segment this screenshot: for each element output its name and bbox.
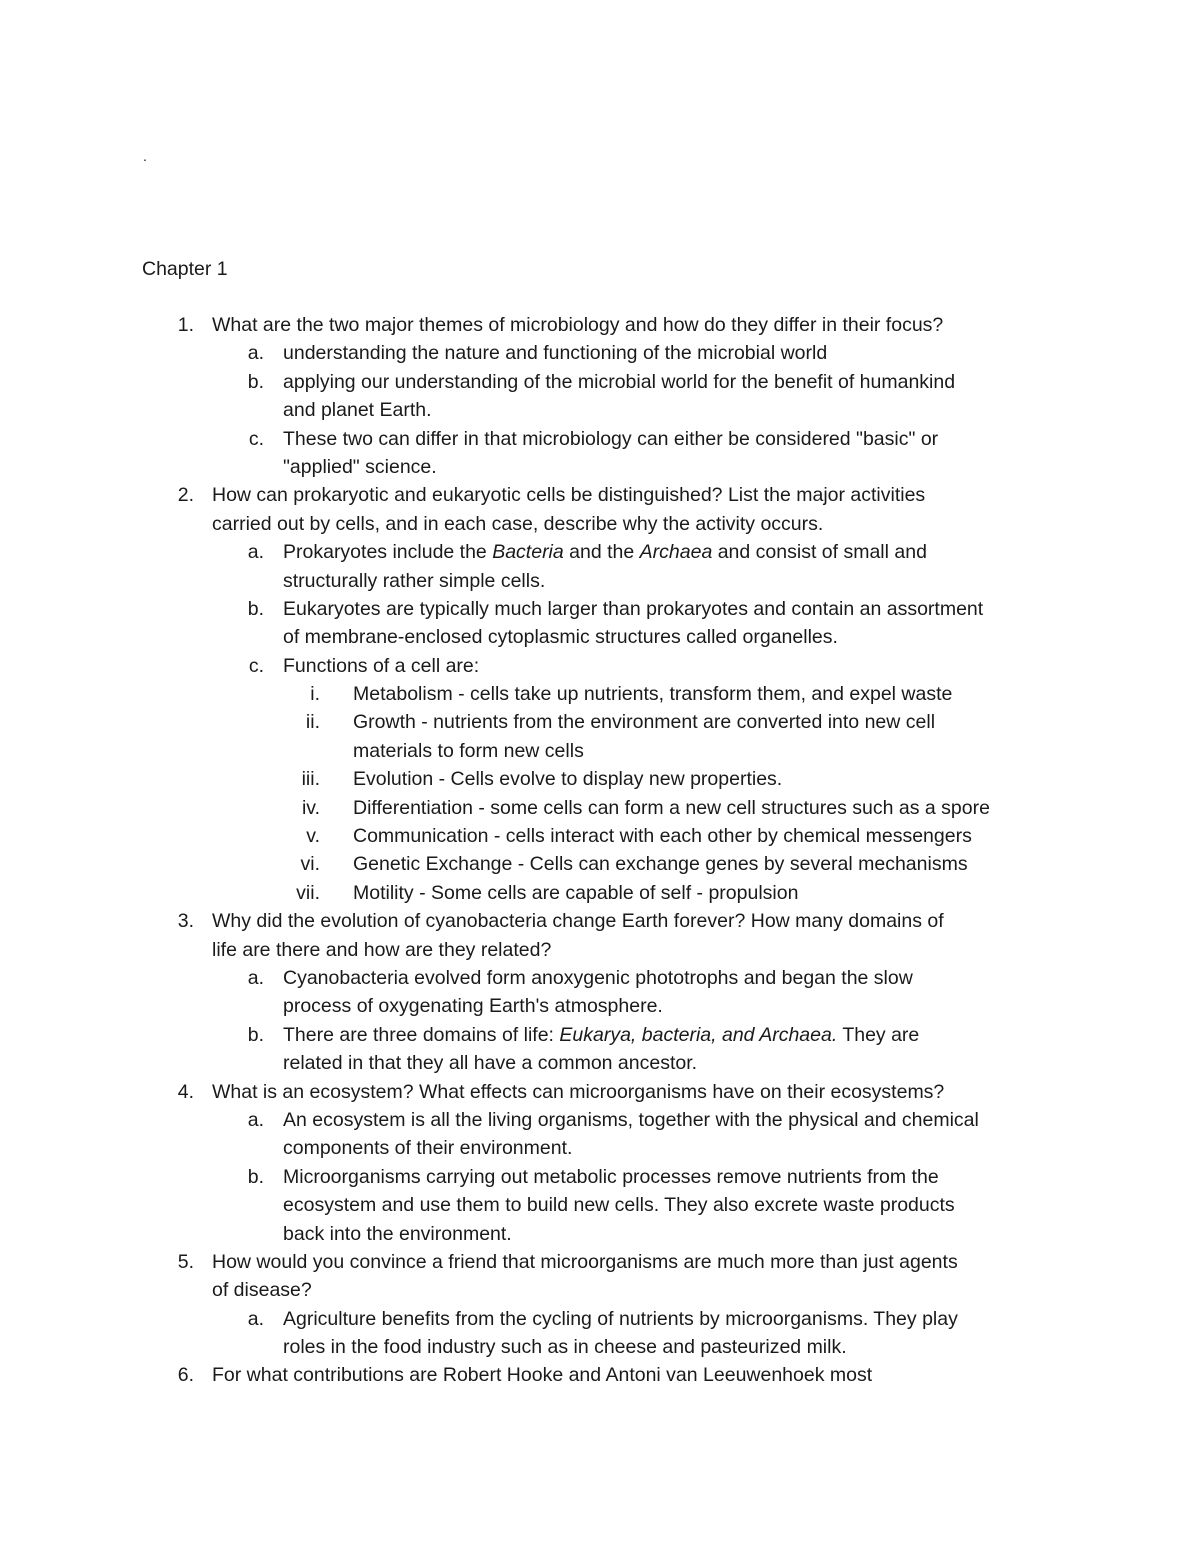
answer-text: Eukaryotes are typically much larger than prokaryotes and contain an assortment bbox=[283, 597, 984, 620]
answer-text-part: Prokaryotes include the bbox=[283, 541, 493, 564]
answer-1b bbox=[0, 368, 1200, 396]
function-text: Motility - Some cells are capable of self - propulsion bbox=[353, 881, 799, 904]
list-marker: 4. bbox=[177, 1080, 194, 1103]
list-marker: a. bbox=[247, 342, 264, 365]
list-marker: vii. bbox=[296, 881, 320, 904]
answer-4a bbox=[0, 1106, 1200, 1134]
answer-text-part: There are three domains of life: bbox=[283, 1023, 560, 1046]
list-marker: c. bbox=[248, 427, 264, 450]
list-marker: b. bbox=[247, 597, 264, 620]
list-marker: 3. bbox=[177, 910, 194, 933]
question-text: For what contributions are Robert Hooke and Antoni van Leeuwenhoek most bbox=[212, 1364, 873, 1387]
answer-text: structurally rather simple cells. bbox=[283, 569, 546, 592]
function-text: Differentiation - some cells can form a new cell structures such as a spore bbox=[353, 796, 990, 819]
list-marker: iv. bbox=[301, 796, 320, 819]
list-marker: ii. bbox=[305, 711, 320, 734]
list-marker: b. bbox=[247, 370, 264, 393]
answer-2b-cont bbox=[0, 623, 1200, 651]
answer-text: and planet Earth. bbox=[283, 399, 432, 422]
list-marker: iii. bbox=[301, 768, 320, 791]
list-marker: 1. bbox=[177, 314, 194, 336]
answer-text-part: They are bbox=[837, 1023, 920, 1046]
question-3 bbox=[0, 907, 1200, 935]
answer-2a-cont bbox=[0, 567, 1200, 595]
question-1 bbox=[0, 311, 1200, 339]
chapter-heading: Chapter 1 bbox=[142, 258, 228, 280]
question-text: life are there and how are they related? bbox=[212, 938, 552, 961]
question-text: What are the two major themes of microbiology and how do they differ in their focus? bbox=[212, 314, 944, 336]
function-item-ii-cont bbox=[0, 737, 1200, 765]
function-item-iv bbox=[0, 794, 1200, 822]
answer-3a-cont bbox=[0, 992, 1200, 1020]
list-marker: a. bbox=[247, 541, 264, 564]
answer-4b bbox=[0, 1163, 1200, 1191]
function-item-vi bbox=[0, 850, 1200, 878]
list-marker: 5. bbox=[177, 1250, 194, 1273]
list-marker: b. bbox=[247, 1165, 264, 1188]
function-item-iii bbox=[0, 765, 1200, 793]
list-marker: vi. bbox=[300, 853, 320, 876]
answer-text bbox=[283, 538, 927, 566]
answer-5a bbox=[0, 1305, 1200, 1333]
question-text: of disease? bbox=[212, 1279, 312, 1302]
function-text: Evolution - Cells evolve to display new properties. bbox=[353, 768, 783, 791]
answer-3b-cont bbox=[0, 1049, 1200, 1077]
answer-3a bbox=[0, 964, 1200, 992]
question-2 bbox=[0, 481, 1200, 509]
function-text: materials to form new cells bbox=[353, 739, 584, 762]
question-text: How can prokaryotic and eukaryotic cells be distinguished? List the major activities bbox=[212, 484, 926, 507]
answer-1a bbox=[0, 339, 1200, 367]
answer-text: Cyanobacteria evolved form anoxygenic phototrophs and began the slow bbox=[283, 966, 913, 989]
italic-term: Eukarya, bacteria, and Archaea. bbox=[559, 1023, 838, 1046]
answer-4b-cont-2 bbox=[0, 1220, 1200, 1248]
question-2-cont bbox=[0, 510, 1200, 538]
function-text: Growth - nutrients from the environment are converted into new cell bbox=[353, 711, 936, 734]
function-item-ii bbox=[0, 708, 1200, 736]
list-marker: a. bbox=[247, 1108, 264, 1131]
answer-text: related in that they all have a common ancestor. bbox=[283, 1052, 698, 1075]
answer-1b-cont bbox=[0, 396, 1200, 424]
function-text: Metabolism - cells take up nutrients, transform them, and expel waste bbox=[353, 683, 953, 706]
answer-text: of membrane-enclosed cytoplasmic structures called organelles. bbox=[283, 626, 838, 649]
italic-term: Bacteria bbox=[492, 541, 564, 564]
list-marker: a. bbox=[247, 966, 264, 989]
answer-text: Microorganisms carrying out metabolic processes remove nutrients from the bbox=[283, 1165, 939, 1188]
question-3-cont bbox=[0, 936, 1200, 964]
function-text: Communication - cells interact with each other by chemical messengers bbox=[353, 825, 972, 848]
list-marker: i. bbox=[310, 683, 320, 706]
answer-text: applying our understanding of the microbial world for the benefit of humankind bbox=[283, 370, 956, 393]
answer-text: understanding the nature and functioning of the microbial world bbox=[283, 342, 828, 365]
question-text: Why did the evolution of cyanobacteria change Earth forever? How many domains of bbox=[212, 910, 944, 933]
list-marker: a. bbox=[247, 1307, 264, 1330]
answer-text: Agriculture benefits from the cycling of nutrients by microorganisms. They play bbox=[283, 1307, 958, 1330]
list-marker: 2. bbox=[177, 484, 194, 507]
answer-text: roles in the food industry such as in cheese and pasteurized milk. bbox=[283, 1336, 847, 1359]
answer-text: "applied" science. bbox=[283, 455, 437, 478]
italic-term: Archaea bbox=[639, 541, 713, 564]
question-text: carried out by cells, and in each case, describe why the activity occurs. bbox=[212, 512, 824, 535]
function-item-i bbox=[0, 680, 1200, 708]
answer-3b bbox=[0, 1021, 1200, 1049]
question-text: What is an ecosystem? What effects can microorganisms have on their ecosystems? bbox=[212, 1080, 945, 1103]
stray-dot: . bbox=[143, 148, 147, 164]
answer-text bbox=[283, 1021, 919, 1049]
answer-text: process of oxygenating Earth's atmosphere. bbox=[283, 995, 663, 1018]
answer-2b bbox=[0, 595, 1200, 623]
question-4 bbox=[0, 1078, 1200, 1106]
function-item-v bbox=[0, 822, 1200, 850]
list-marker: c. bbox=[248, 654, 264, 677]
question-5 bbox=[0, 1248, 1200, 1276]
answer-2c bbox=[0, 652, 1200, 680]
list-marker: 6. bbox=[177, 1364, 194, 1387]
answer-text: back into the environment. bbox=[283, 1222, 512, 1245]
list-marker: b. bbox=[247, 1023, 264, 1046]
answer-2a bbox=[0, 538, 1200, 566]
answer-text: Functions of a cell are: bbox=[283, 654, 480, 677]
answer-text-part: and consist of small and bbox=[712, 541, 927, 564]
answer-text: components of their environment. bbox=[283, 1137, 573, 1160]
answer-text-part: and the bbox=[563, 541, 640, 564]
question-5-cont bbox=[0, 1276, 1200, 1304]
answer-4a-cont bbox=[0, 1134, 1200, 1162]
answer-text: These two can differ in that microbiology can either be considered "basic" or bbox=[283, 427, 939, 450]
question-6 bbox=[0, 1361, 1200, 1389]
function-item-vii bbox=[0, 879, 1200, 907]
answer-text: An ecosystem is all the living organisms, together with the physical and chemical bbox=[283, 1108, 979, 1131]
list-marker: v. bbox=[306, 825, 320, 848]
answer-1c bbox=[0, 425, 1200, 453]
answer-1c-cont bbox=[0, 453, 1200, 481]
answer-text: ecosystem and use them to build new cells. They also excrete waste products bbox=[283, 1194, 955, 1217]
question-text: How would you convince a friend that microorganisms are much more than just agents bbox=[212, 1250, 958, 1273]
answer-4b-cont bbox=[0, 1191, 1200, 1219]
question-list bbox=[0, 311, 1200, 1390]
function-text: Genetic Exchange - Cells can exchange genes by several mechanisms bbox=[353, 853, 968, 876]
answer-5a-cont bbox=[0, 1333, 1200, 1361]
